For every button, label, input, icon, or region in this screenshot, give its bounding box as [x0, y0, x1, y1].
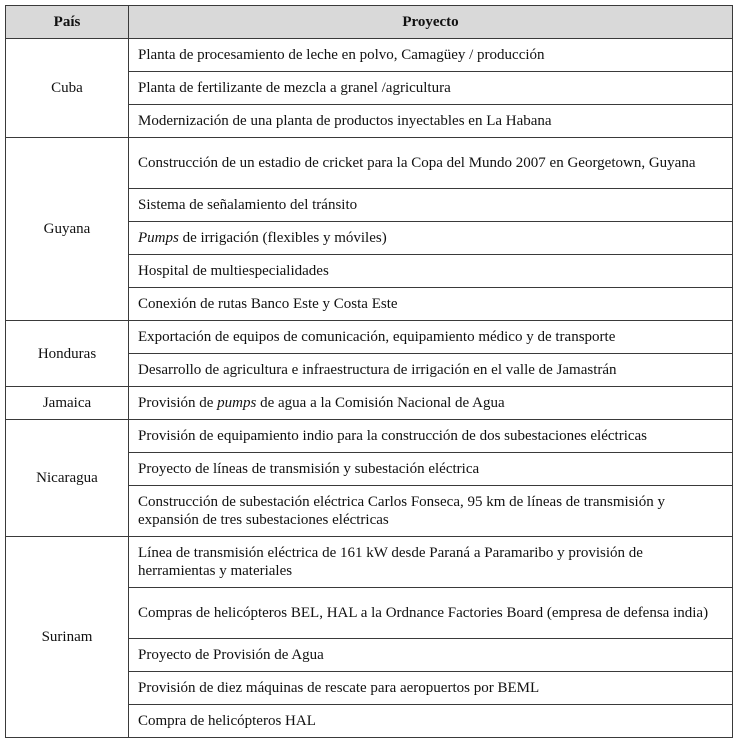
project-text: Planta de fertilizante de mezcla a granel /agricultura — [138, 80, 451, 96]
project-cell — [129, 72, 733, 105]
project-text: Sistema de señalamiento del tránsito — [138, 197, 358, 213]
country-cell: Surinam — [6, 537, 129, 738]
country-cell: Jamaica — [6, 387, 129, 420]
project-text: Construcción de subestación eléctrica Carlos Fonseca, 95 km de líneas de transmisión y expansión de tres subestaciones eléctricas — [138, 494, 665, 528]
project-text: Proyecto de líneas de transmisión y subestación eléctrica — [138, 461, 480, 477]
country-cell: Guyana — [6, 138, 129, 321]
table-row — [6, 420, 733, 453]
project-text: Provisión de equipamiento indio para la construcción de dos subestaciones eléctricas — [138, 428, 648, 444]
project-cell — [129, 354, 733, 387]
project-cell — [129, 39, 733, 72]
project-cell — [129, 105, 733, 138]
project-text: Construcción de un estadio de cricket para la Copa del Mundo 2007 en Georgetown, Guyana — [138, 155, 696, 171]
table-row — [6, 39, 733, 72]
header-row — [6, 6, 733, 39]
table-row — [6, 138, 733, 189]
country-cell: Nicaragua — [6, 420, 129, 537]
project-cell — [129, 453, 733, 486]
table-row — [6, 321, 733, 354]
project-text: Compras de helicópteros BEL, HAL a la Ordnance Factories Board (empresa de defensa india) — [138, 605, 709, 621]
header-country: País — [6, 6, 129, 39]
project-cell — [129, 222, 733, 255]
project-text: Modernización de una planta de productos inyectables en La Habana — [138, 113, 552, 129]
project-text-suffix: de irrigación (flexibles y móviles) — [178, 230, 387, 246]
project-cell — [129, 387, 733, 420]
project-text: Provisión de diez máquinas de rescate para aeropuertos por BEML — [138, 680, 540, 696]
project-text: Conexión de rutas Banco Este y Costa Este — [138, 296, 398, 312]
project-cell — [129, 588, 733, 639]
table-row — [6, 387, 733, 420]
project-text: Compra de helicópteros HAL — [138, 713, 316, 729]
project-cell — [129, 255, 733, 288]
project-cell — [129, 486, 733, 537]
project-text-italic: pumps — [217, 395, 257, 411]
project-cell — [129, 639, 733, 672]
project-cell — [129, 672, 733, 705]
project-cell — [129, 138, 733, 189]
project-cell — [129, 321, 733, 354]
project-text-italic: Pumps — [138, 230, 179, 246]
project-text: Provisión de — [138, 395, 218, 411]
header-project: Proyecto — [129, 6, 733, 39]
project-cell — [129, 420, 733, 453]
project-text: Desarrollo de agricultura e infraestructura de irrigación en el valle de Jamastrán — [138, 362, 617, 378]
projects-table — [5, 5, 733, 738]
country-cell: Cuba — [6, 39, 129, 138]
project-text: Línea de transmisión eléctrica de 161 kW desde Paraná a Paramaribo y provisión de herramientas y materiales — [138, 545, 643, 579]
project-text: Hospital de multiespecialidades — [138, 263, 329, 279]
project-cell — [129, 288, 733, 321]
country-cell: Honduras — [6, 321, 129, 387]
project-cell — [129, 189, 733, 222]
table-row — [6, 537, 733, 588]
project-cell — [129, 537, 733, 588]
project-text: Proyecto de Provisión de Agua — [138, 647, 324, 663]
project-text-suffix: de agua a la Comisión Nacional de Agua — [256, 395, 505, 411]
project-text: Exportación de equipos de comunicación, equipamiento médico y de transporte — [138, 329, 616, 345]
table-header — [6, 6, 733, 39]
project-cell — [129, 705, 733, 738]
project-text: Planta de procesamiento de leche en polvo, Camagüey / producción — [138, 47, 545, 63]
table-body — [6, 39, 733, 738]
